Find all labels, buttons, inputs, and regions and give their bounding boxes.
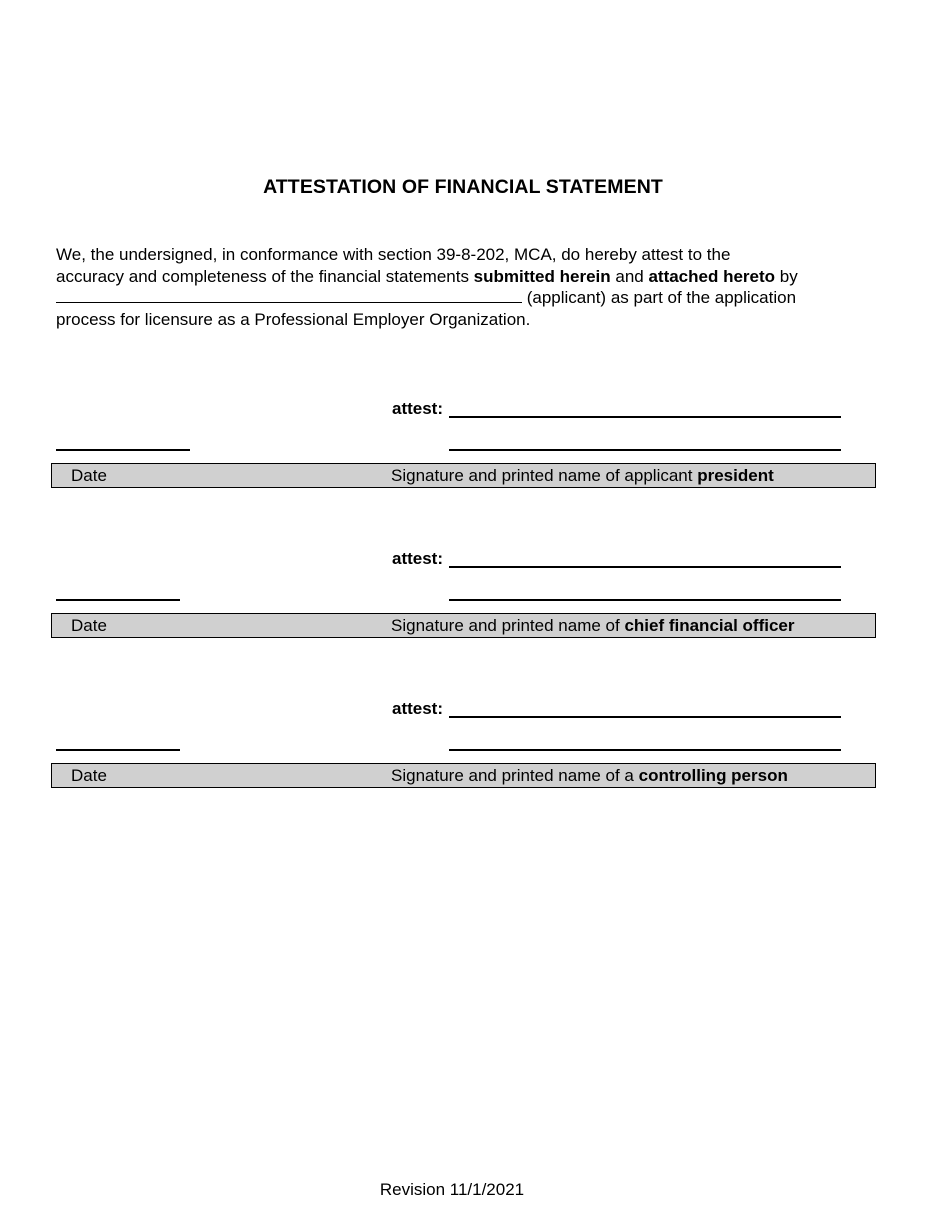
attest-signature-line-president[interactable] xyxy=(449,416,841,418)
label-bar-controlling-person xyxy=(51,763,876,788)
attest-label: attest: xyxy=(392,399,444,418)
signature-role: chief financial officer xyxy=(624,616,795,635)
date-line-cfo[interactable] xyxy=(56,599,180,601)
label-bar-cfo xyxy=(51,613,876,638)
attest-signature-line-controlling-person[interactable] xyxy=(449,716,841,718)
date-label: Date xyxy=(71,616,107,635)
signature-label-prefix: Signature and printed name of xyxy=(391,616,625,635)
paragraph-text: and xyxy=(610,266,649,286)
signature-label-prefix: Signature and printed name of a xyxy=(391,766,639,785)
printed-name-line-president[interactable] xyxy=(449,449,841,451)
paragraph-text: by xyxy=(775,266,798,286)
attest-signature-line-cfo[interactable] xyxy=(449,566,841,568)
attest-label: attest: xyxy=(392,699,444,718)
signature-label xyxy=(391,614,794,637)
signature-role: president xyxy=(697,466,774,485)
revision-footer: Revision 11/1/2021 xyxy=(379,1180,525,1199)
paragraph-line-1: We, the undersigned, in conformance with section 39-8-202, MCA, do hereby attest to the xyxy=(56,245,731,264)
paragraph-text: accuracy and completeness of the financial statements xyxy=(56,266,474,286)
applicant-name-field[interactable] xyxy=(56,288,522,303)
signature-label xyxy=(391,764,788,787)
emphasis-submitted-herein: submitted herein xyxy=(473,266,611,286)
paragraph-line-4: process for licensure as a Professional Employer Organization. xyxy=(56,309,531,329)
printed-name-line-controlling-person[interactable] xyxy=(449,749,841,751)
paragraph-text: (applicant) as part of the application xyxy=(522,288,797,307)
signature-label xyxy=(391,464,774,487)
attest-label: attest: xyxy=(392,549,444,568)
signature-label-prefix: Signature and printed name of applicant xyxy=(391,466,698,485)
paragraph-line-2 xyxy=(56,266,886,288)
date-line-president[interactable] xyxy=(56,449,190,451)
attestation-paragraph xyxy=(56,244,886,330)
page-title: ATTESTATION OF FINANCIAL STATEMENT xyxy=(263,176,663,198)
date-label: Date xyxy=(71,466,107,485)
emphasis-attached-hereto: attached hereto xyxy=(648,266,776,286)
printed-name-line-cfo[interactable] xyxy=(449,599,841,601)
signature-role: controlling person xyxy=(638,766,788,785)
paragraph-line-3 xyxy=(56,287,886,309)
date-line-controlling-person[interactable] xyxy=(56,749,180,751)
date-label: Date xyxy=(71,766,107,785)
label-bar-president xyxy=(51,463,876,488)
